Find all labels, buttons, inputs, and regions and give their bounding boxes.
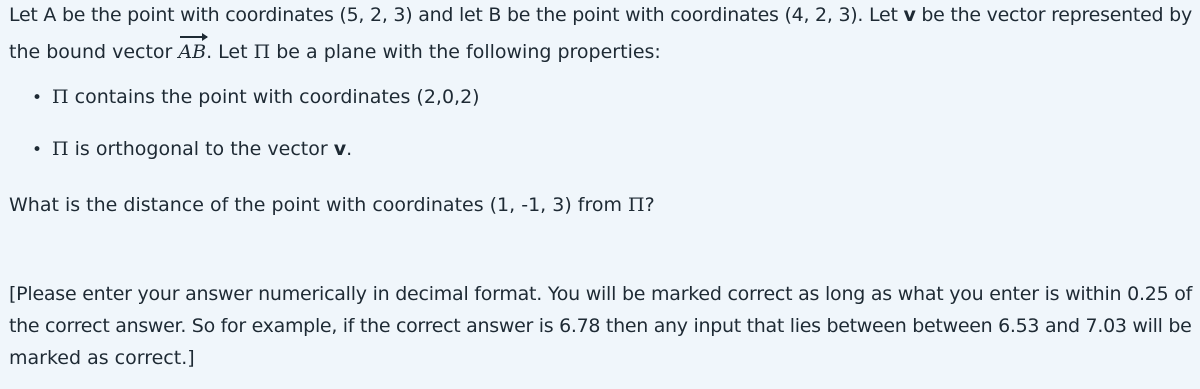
vector-v-symbol: v [903, 4, 916, 26]
question-end: ? [644, 194, 655, 216]
intro-text-4: . Let [206, 41, 254, 63]
property-item-2 [32, 138, 352, 160]
property-end: . [346, 138, 353, 160]
instructions-line-2: the correct answer. So for example, if the correct answer is 6.78 then any input that lies between between 6.53 and 7.03 will be [9, 315, 1192, 337]
property-text: is orthogonal to the vector [68, 138, 334, 160]
intro-text-2: be the vector represented by [915, 4, 1192, 26]
intro-text-3: the bound vector [9, 41, 179, 63]
vector-arrow-icon [180, 36, 207, 38]
instructions-line-1: [Please enter your answer numerically in decimal format. You will be marked correct as long as what you enter is within 0.25 of [9, 283, 1193, 305]
property-text: contains the point with coordinates (2,0,2) [68, 86, 480, 108]
intro-line-2 [9, 41, 661, 63]
vector-ab-label: AB [178, 41, 207, 63]
plane-pi-symbol: Π [52, 138, 69, 160]
intro-text-1: Let A be the point with coordinates (5, 2, 3) and let B be the point with coordinates (4, 2, 3). Let [9, 4, 904, 26]
plane-pi-symbol: Π [52, 86, 69, 108]
plane-pi-symbol: Π [253, 41, 271, 63]
intro-line-1 [9, 4, 1192, 26]
vector-v-symbol: v [333, 138, 347, 160]
plane-pi-symbol: Π [628, 194, 645, 216]
question-body: What is the distance of the point with coordinates (1, -1, 3) from [9, 194, 629, 216]
question-text [9, 194, 655, 216]
bullet-icon: • [32, 88, 43, 108]
bullet-icon: • [32, 140, 43, 160]
intro-text-5: be a plane with the following properties: [270, 41, 661, 63]
instructions-line-3: marked as correct.] [9, 347, 195, 369]
property-item-1 [32, 86, 480, 108]
vector-ab-symbol [178, 41, 206, 63]
